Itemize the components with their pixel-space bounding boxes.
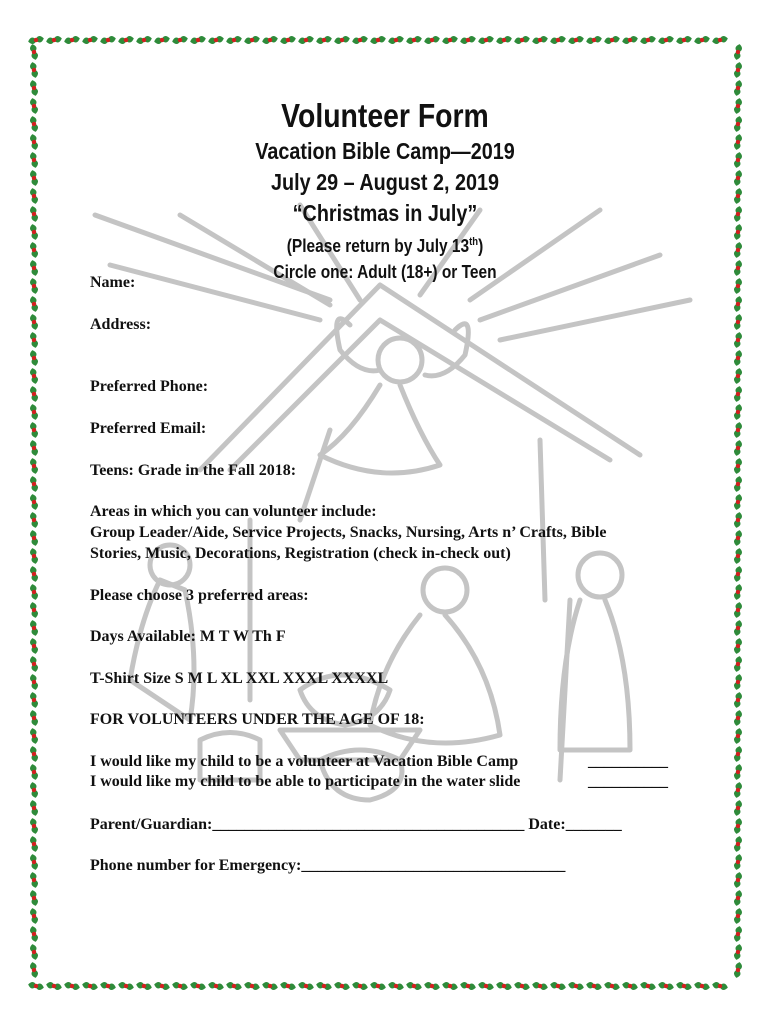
consent-water-blank[interactable]: __________ xyxy=(588,773,668,790)
phone-field[interactable]: Preferred Phone: xyxy=(90,378,209,395)
areas-list-line2: Stories, Music, Decorations, Registration (check in-check out) xyxy=(90,545,511,562)
days-available-field[interactable]: Days Available: M T W Th F xyxy=(90,628,286,645)
event-dates: July 29 – August 2, 2019 xyxy=(271,169,499,195)
areas-list-line1: Group Leader/Aide, Service Projects, Snacks, Nursing, Arts n’ Crafts, Bible xyxy=(90,524,607,541)
email-field[interactable]: Preferred Email: xyxy=(90,420,207,437)
event-theme: “Christmas in July” xyxy=(292,200,478,226)
emergency-phone-field[interactable]: Phone number for Emergency:_________________________________ xyxy=(90,857,566,874)
parent-guardian-field[interactable]: Parent/Guardian:_______________________________________ Date:_______ xyxy=(90,816,622,833)
form-title: Volunteer Form xyxy=(281,97,489,134)
teens-grade-field[interactable]: Teens: Grade in the Fall 2018: xyxy=(90,462,297,479)
event-name: Vacation Bible Camp—2019 xyxy=(255,138,515,164)
under18-heading: FOR VOLUNTEERS UNDER THE AGE OF 18: xyxy=(90,711,425,728)
consent-volunteer-blank[interactable]: __________ xyxy=(588,753,668,770)
consent-water-label: I would like my child to be able to participate in the water slide xyxy=(90,773,521,790)
age-circle-prompt: Circle one: Adult (18+) or Teen xyxy=(273,262,497,282)
consent-volunteer-label: I would like my child to be a volunteer at Vacation Bible Camp xyxy=(90,753,519,770)
preferred-areas-field[interactable]: Please choose 3 preferred areas: xyxy=(90,587,309,604)
return-deadline: (Please return by July 13th) xyxy=(286,236,484,256)
form-header xyxy=(0,96,770,285)
address-field[interactable]: Address: xyxy=(90,316,152,333)
name-field[interactable]: Name: xyxy=(90,274,136,291)
areas-heading: Areas in which you can volunteer include: xyxy=(90,503,377,520)
tshirt-size-field[interactable]: T-Shirt Size S M L XL XXL XXXL XXXXL xyxy=(90,670,389,687)
